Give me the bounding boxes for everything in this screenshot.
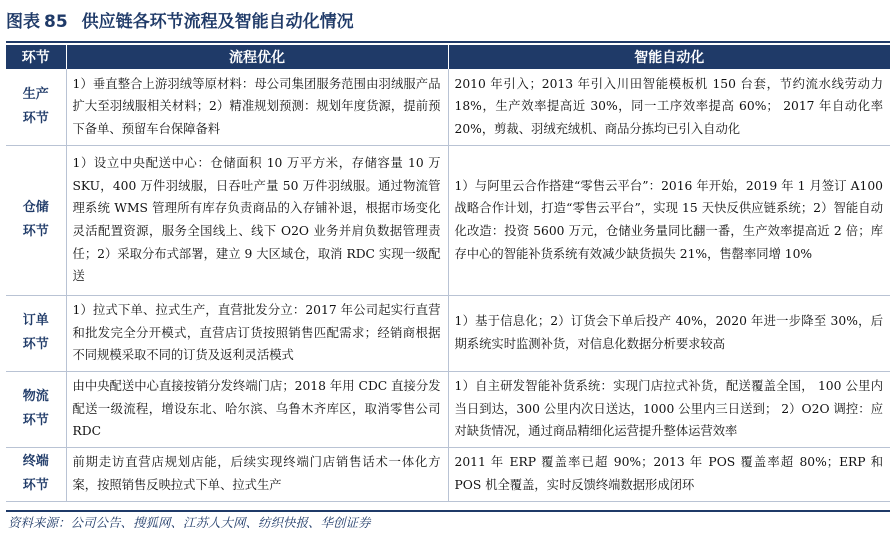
stage-label: 终端环节 [22,454,49,493]
automation-cell: 1）基于信息化；2）订货会下单后投产 40%，2020 年进一步降至 30%，后期系统实时监测补货，对信息化数据分析要求较高 [448,295,890,371]
supply-chain-table [6,45,890,502]
figure-number: 85 [44,12,68,32]
automation-cell: 1）自主研发智能补货系统：实现门店拉式补货，配送覆盖全国， 100 公里内当日到达，300 公里内次日送达，1000 公里内三日送到； 2）O2O 调控：应对缺货情况，通过商品精细化运营提升整体运营效率 [448,371,890,447]
stage-label: 物流环节 [22,389,49,428]
automation-cell: 2010 年引入；2013 年引入川田智能模板机 150 台套，节约流水线劳动力 18%，生产效率提高近 30%，同一工序效率提高 60%； 2017 年自动化率 20%，剪裁、羽绒充绒机、商品分拣均已引入自动化 [448,69,890,145]
stage-cell [6,145,66,295]
process-cell: 1）拉式下单、拉式生产，直营批发分立：2017 年公司起实行直营和批发完全分开模式，直营店订货按照销售匹配需求；经销商根据不同规模采取不同的订货及返利灵活模式 [66,295,448,371]
column-header-automation: 智能自动化 [448,45,890,69]
automation-cell: 1）与阿里云合作搭建“零售云平台”：2016 年开始，2019 年 1 月签订 A100 战略合作计划，打造“零售云平台”，实现 15 天快反供应链系统；2）智能自动化改造：投资 5600 万元，仓储业务量同比翻一番，生产效率提高近 2 倍；库存中心的智能补货系统有效减少缺货损失 21%，售罄率同增 10% [448,145,890,295]
column-header-stage: 环节 [6,45,66,69]
automation-cell: 2011 年 ERP 覆盖率已超 90%；2013 年 POS 覆盖率超 80%；ERP 和 POS 机全覆盖，实时反馈终端数据形成闭环 [448,447,890,501]
figure-label: 图表 [6,12,40,32]
process-cell: 由中央配送中心直接按销分发终端门店；2018 年用 CDC 直接分发配送一级流程，增设东北、哈尔滨、乌鲁木齐库区，取消零售公司 RDC [66,371,448,447]
stage-label: 订单环节 [22,313,49,352]
table-row [6,295,890,371]
process-cell: 1）设立中央配送中心：仓储面积 10 万平方米，存储容量 10 万 SKU，400 万件羽绒服，日吞吐产量 50 万件羽绒服。通过物流管理系统 WMS 管理所有库存负责商品的入存铺补退，根据市场变化灵活配置资源，服务全国线上、线下 O2O 业务并肩负数据管理责任；2）采取分布式部署，建立 9 大区域仓，取消 RDC 实现一级配送 [66,145,448,295]
stage-cell [6,69,66,145]
table-row [6,447,890,501]
figure-title-text: 供应链各环节流程及智能自动化情况 [81,12,354,32]
column-header-process: 流程优化 [66,45,448,69]
process-cell: 前期走访直营店规划店能，后续实现终端门店销售话术一体化方案，按照销售反映拉式下单、拉式生产 [66,447,448,501]
figure-title [6,9,354,35]
table-header-row [6,45,890,69]
table-row [6,145,890,295]
table-row [6,371,890,447]
stage-cell [6,371,66,447]
footer-rule [6,510,890,512]
table-row [6,69,890,145]
source-note: 资料来源：公司公告、搜狐网、江苏人大网、纺织快报、华创证券 [8,515,371,530]
process-cell: 1）垂直整合上游羽绒等原材料：母公司集团服务范围由羽绒服产品扩大至羽绒服相关材料；2）精准规划预测：规划年度货源，提前预下备单、预留车台保障备料 [66,69,448,145]
stage-label: 仓储环节 [22,200,49,239]
stage-cell [6,295,66,371]
stage-cell [6,447,66,501]
stage-label: 生产环节 [22,86,49,126]
title-rule [6,41,890,43]
